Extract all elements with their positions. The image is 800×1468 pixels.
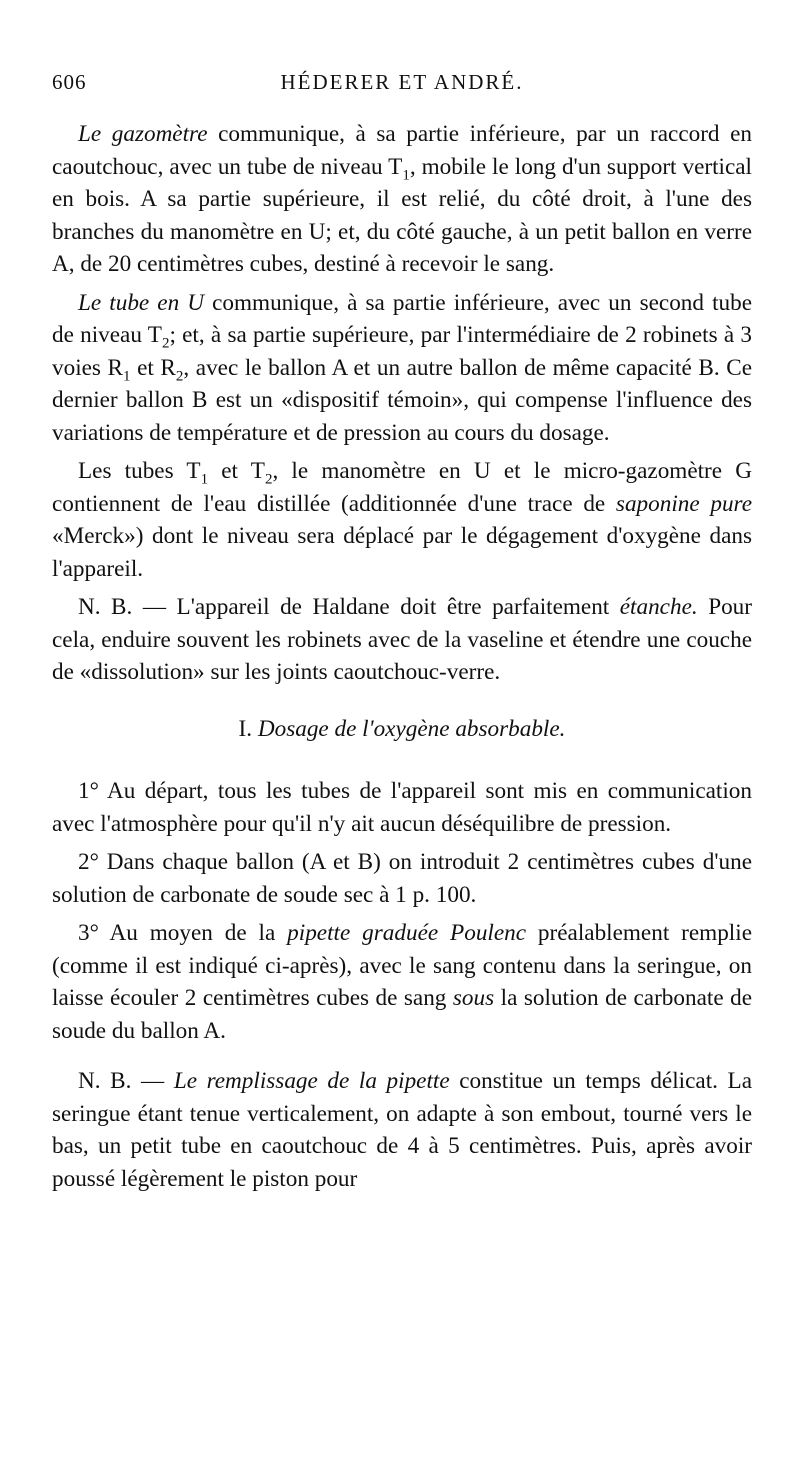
running-head (52, 70, 752, 98)
section-number: I. (238, 715, 253, 742)
text-run: , avec le ballon A et un autre ballon de même capacité B. Ce dernier ballon B est un «dispositif témoin», qui compense l'influence des variations de température et de pression au cours du dosage. (52, 354, 752, 446)
section-title (52, 713, 752, 746)
paragraph-nota-bene-pipette (52, 1065, 752, 1195)
text-run: «Merck») dont le niveau sera déplacé par le dégagement d'oxygène dans l'appareil. (52, 523, 752, 582)
text-run: préalablement remplie (comme il est indiqué ci-après), avec le sang contenu dans la seringue, on laisse écouler 2 centimètres cubes de sang (52, 920, 752, 1011)
italic-run: saponine pure (615, 490, 752, 517)
text-run: N. B. — (78, 1068, 174, 1094)
text-run: N. B. — L'appareil de Haldane doit être parfaitement (78, 594, 620, 620)
text-run: communique, à sa partie inférieure, par un raccord en caoutchouc, avec un tube de niveau T (52, 121, 752, 180)
italic-run: sous (452, 985, 495, 1011)
text-run: Pour cela, enduire souvent les robinets avec de la vaseline et étendre une couche de «dissolution» sur les joints caoutchouc-verre. (52, 594, 752, 685)
text-run: la solution de carbonate de soude du ballon A. (52, 985, 753, 1044)
paragraph-tube-en-u (52, 287, 752, 450)
italic-run: pipette graduée Poulenc (287, 920, 527, 946)
text-run: et T (208, 458, 265, 484)
subscript: 1 (200, 471, 209, 488)
page-number: 606 (52, 70, 87, 94)
section-title-text: Dosage de l'oxygène absorbable. (257, 715, 566, 742)
subscript: 2 (161, 335, 170, 352)
text-run: 3° Au moyen de la (78, 920, 288, 946)
text-run: constitue un temps délicat. La seringue étant tenue verticalement, on adapte à son embout, tourné vers le bas, un petit tube en caoutchouc de 4 à 5 centimètres. Puis, après avoir poussé légèrement le piston pour (52, 1068, 752, 1192)
text-run: Les tubes T (78, 458, 201, 484)
step-1: 1° Au départ, tous les tubes de l'appareil sont mis en communication avec l'atmosphère pour qu'il n'y ait aucun déséquilibre de pression. (52, 778, 752, 837)
italic-run: étanche. (619, 594, 698, 620)
italic-lead: Le tube en U (78, 289, 205, 316)
paragraph-les-tubes (52, 455, 752, 585)
header-authors: HÉDERER ET ANDRÉ. (280, 70, 524, 94)
step-2: 2° Dans chaque ballon (A et B) on introduit 2 centimètres cubes d'une solution de carbonate de soude sec à 1 p. 100. (52, 849, 752, 908)
subscript: 2 (264, 471, 273, 488)
body-text (52, 118, 752, 1195)
subscript: 1 (123, 368, 131, 385)
italic-lead: Le gazomètre (78, 121, 208, 147)
text-run: , le manomètre en U et le micro-gazomètre G contiennent de l'eau distillée (additionnée d'une trace de (52, 458, 753, 517)
text-run: ; et, à sa partie supérieure, par l'intermédiaire de 2 robinets à 3 voies R (52, 322, 753, 381)
italic-run: Le remplissage de la pipette (173, 1068, 450, 1094)
subscript: 1 (402, 167, 410, 184)
paragraph-nota-bene-haldane (52, 591, 752, 689)
subscript: 2 (175, 368, 184, 385)
text-run: et R (130, 354, 176, 381)
paragraph-gazometre (52, 118, 752, 281)
step-3 (52, 917, 752, 1047)
text-run: , mobile le long d'un support vertical en bois. A sa partie supérieure, il est relié, du côté droit, à l'une des branches du manomètre en U; et, du côté gauche, à un petit ballon en verre A, de 20 centimètres cubes, destiné à recevoir le sang. (52, 153, 752, 277)
text-run: communique, à sa partie inférieure, avec un second tube de niveau T (52, 289, 752, 348)
